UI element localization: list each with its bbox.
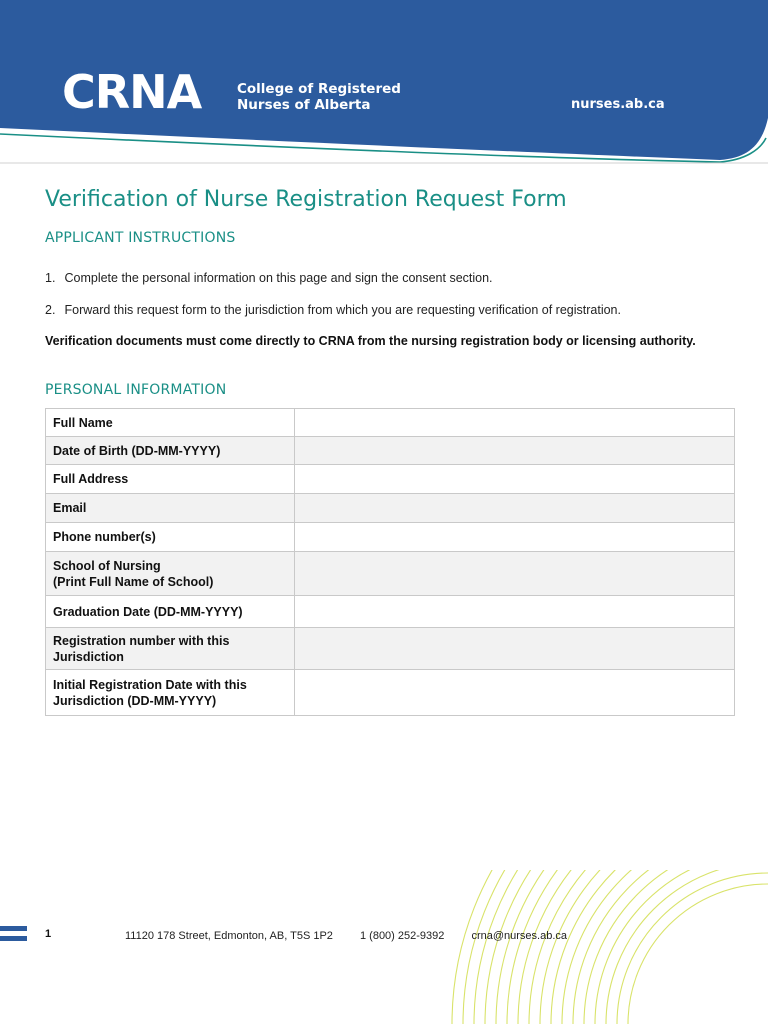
field-label bbox=[46, 596, 295, 628]
registration-number-field[interactable] bbox=[295, 628, 735, 670]
field-label-text: Date of Birth (DD-MM-YYYY) bbox=[53, 443, 221, 458]
footer-bar bbox=[0, 926, 27, 931]
footer-address: 11120 178 Street, Edmonton, AB, T5S 1P2 bbox=[125, 930, 333, 942]
field-label bbox=[46, 523, 295, 552]
email-field[interactable] bbox=[295, 494, 735, 523]
field-label bbox=[46, 437, 295, 465]
step-text: Complete the personal information on this page and sign the consent section. bbox=[64, 271, 493, 285]
phone-number-field[interactable] bbox=[295, 523, 735, 552]
table-row bbox=[46, 494, 735, 523]
step-text: Forward this request form to the jurisdiction from which you are requesting verification of registration. bbox=[64, 303, 621, 317]
step-number: 2. bbox=[45, 303, 56, 317]
form-title: Verification of Nurse Registration Request Form bbox=[45, 187, 567, 212]
page-header bbox=[0, 0, 768, 170]
table-row bbox=[46, 628, 735, 670]
org-name-line2: Nurses of Alberta bbox=[237, 97, 371, 113]
table-row bbox=[46, 596, 735, 628]
decorative-arc bbox=[584, 870, 768, 1024]
instruction-step bbox=[45, 303, 621, 317]
decorative-arc bbox=[573, 870, 768, 1024]
field-label-subtext: Jurisdiction (DD-MM-YYYY) bbox=[53, 693, 217, 708]
field-label-text: Email bbox=[53, 501, 87, 515]
form-content bbox=[45, 182, 735, 398]
decorative-arc bbox=[628, 884, 768, 1024]
graduation-date-field[interactable] bbox=[295, 596, 735, 628]
organization-name bbox=[237, 81, 401, 113]
field-label-text: Registration number with this bbox=[53, 633, 230, 648]
decorative-arc bbox=[551, 870, 768, 1024]
field-label bbox=[46, 552, 295, 596]
full-name-field[interactable] bbox=[295, 409, 735, 437]
instructions-heading: APPLICANT INSTRUCTIONS bbox=[45, 230, 236, 246]
field-label bbox=[46, 494, 295, 523]
decorative-arc bbox=[452, 870, 768, 1024]
decorative-arc bbox=[518, 870, 768, 1024]
footer-bars-icon bbox=[0, 926, 27, 946]
page-number: 1 bbox=[45, 928, 52, 940]
field-label-subtext: Jurisdiction bbox=[53, 649, 124, 664]
footer-contact bbox=[125, 930, 591, 942]
org-name-line1: College of Registered bbox=[237, 81, 401, 97]
table-row bbox=[46, 465, 735, 494]
table-row bbox=[46, 523, 735, 552]
field-label-text: School of Nursing bbox=[53, 558, 161, 573]
decorative-arc bbox=[485, 870, 768, 1024]
decorative-arc bbox=[496, 870, 768, 1024]
table-row bbox=[46, 437, 735, 465]
school-of-nursing-field[interactable] bbox=[295, 552, 735, 596]
date-of-birth-field[interactable] bbox=[295, 437, 735, 465]
field-label-text: Graduation Date (DD-MM-YYYY) bbox=[53, 604, 243, 619]
decorative-arcs bbox=[430, 870, 768, 1024]
field-label bbox=[46, 465, 295, 494]
field-label bbox=[46, 409, 295, 437]
field-label bbox=[46, 670, 295, 716]
field-label bbox=[46, 628, 295, 670]
personal-info-table bbox=[45, 408, 735, 716]
table-row bbox=[46, 670, 735, 716]
step-number: 1. bbox=[45, 271, 56, 285]
table-row bbox=[46, 409, 735, 437]
field-label-text: Full Name bbox=[53, 415, 113, 430]
verification-note: Verification documents must come directly to CRNA from the nursing registration body or licensing authority. bbox=[45, 334, 696, 348]
footer-bar bbox=[0, 936, 27, 941]
field-label-text: Full Address bbox=[53, 472, 129, 486]
decorative-arc bbox=[562, 870, 768, 1024]
initial-registration-date-field[interactable] bbox=[295, 670, 735, 716]
personal-info-heading: PERSONAL INFORMATION bbox=[45, 382, 227, 398]
arc-group bbox=[452, 870, 768, 1024]
website-link[interactable]: nurses.ab.ca bbox=[571, 97, 665, 112]
decorative-arc bbox=[617, 873, 768, 1024]
field-label-text: Initial Registration Date with this bbox=[53, 677, 247, 692]
field-label-text: Phone number(s) bbox=[53, 530, 156, 544]
footer-email[interactable]: crna@nurses.ab.ca bbox=[471, 930, 567, 942]
decorative-arc bbox=[595, 870, 768, 1024]
crna-logo: CRNA bbox=[62, 65, 202, 119]
field-label-subtext: (Print Full Name of School) bbox=[53, 574, 214, 589]
full-address-field[interactable] bbox=[295, 465, 735, 494]
table-row bbox=[46, 552, 735, 596]
instruction-step bbox=[45, 271, 493, 285]
decorative-arc bbox=[463, 870, 768, 1024]
footer-phone: 1 (800) 252-9392 bbox=[359, 930, 445, 942]
